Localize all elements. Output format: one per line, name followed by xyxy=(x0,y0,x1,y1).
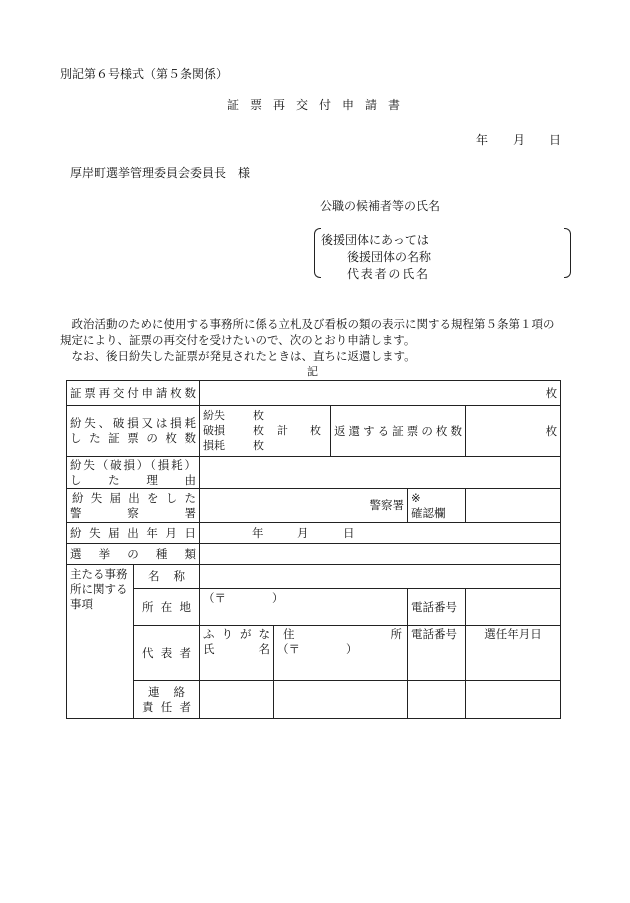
postal-code-mark: （〒 ） xyxy=(277,642,358,656)
lost-count-label-line1: 紛失、破損又は損耗 xyxy=(70,416,196,430)
date-year-label: 年 xyxy=(476,133,489,147)
representative-name-field[interactable] xyxy=(200,626,274,681)
table-row xyxy=(67,565,561,589)
office-name-label: 名称 xyxy=(134,565,200,589)
ki-heading: 記 xyxy=(307,365,318,378)
lost-report-date-label: 紛失届出年月日 xyxy=(67,523,200,544)
confirmation-label: 確認欄 xyxy=(411,505,446,520)
table-row xyxy=(67,589,561,626)
contact-appointment-field[interactable] xyxy=(466,681,561,719)
year-label: 年 xyxy=(252,525,264,540)
confirmation-field[interactable] xyxy=(466,489,561,523)
addressee: 厚岸町選挙管理委員会委員長 様 xyxy=(70,166,251,180)
table-row xyxy=(67,523,561,544)
representative-address-field[interactable] xyxy=(274,626,408,681)
reason-label-line2: した理由 xyxy=(70,472,196,487)
total-label: 計 xyxy=(277,424,288,437)
worn-label: 損耗 xyxy=(203,439,225,452)
lost-count-breakdown-field[interactable] xyxy=(200,406,331,457)
table-row xyxy=(67,489,561,523)
reissue-count-label: 証票再交付申請枚数 xyxy=(67,381,200,406)
reason-label xyxy=(67,457,200,489)
reissue-form-table xyxy=(66,380,561,719)
table-row xyxy=(67,626,561,681)
unit-label: 枚 xyxy=(253,409,264,422)
applicant-name-label: 公職の候補者等の氏名 xyxy=(320,199,441,213)
name-label-char1: 氏 xyxy=(203,642,215,656)
address-label: 所在地 xyxy=(134,589,200,626)
month-label: 月 xyxy=(297,525,309,540)
appointment-date-field[interactable] xyxy=(466,626,561,681)
application-statement xyxy=(60,316,580,364)
day-label: 日 xyxy=(343,525,355,540)
contact-phone-field[interactable] xyxy=(408,681,466,719)
name-label xyxy=(203,642,270,657)
name-label-char2: 名 xyxy=(258,642,270,656)
police-station-field[interactable] xyxy=(200,489,408,523)
election-type-field[interactable] xyxy=(200,544,561,565)
appointment-date-label: 選任年月日 xyxy=(484,627,542,641)
damaged-label: 破損 xyxy=(203,424,225,437)
bracket-left xyxy=(314,228,321,278)
address-label-char2: 所 xyxy=(390,627,402,641)
office-label-line3: 事項 xyxy=(70,597,93,611)
phone-label: 電話番号 xyxy=(411,627,457,641)
representative-phone-field[interactable] xyxy=(408,626,466,681)
contact-label-line1: 連絡 xyxy=(148,684,185,699)
lost-report-date-field[interactable] xyxy=(200,523,561,544)
lost-count-label-line2: した証票の枚数 xyxy=(70,431,196,445)
address-label-char1: 住 xyxy=(283,627,295,641)
reason-field[interactable] xyxy=(200,457,561,489)
phone-label: 電話番号 xyxy=(408,589,466,626)
document-title: 証票再交付申請書 xyxy=(227,98,412,112)
confirmation-label-cell xyxy=(408,489,466,523)
table-row xyxy=(67,457,561,489)
office-phone-field[interactable] xyxy=(466,589,561,626)
lost-label: 紛失 xyxy=(203,409,225,422)
police-report-label-line1: 紛失届出をした xyxy=(72,490,196,505)
office-matters-label xyxy=(67,565,134,719)
unit-label: 枚 xyxy=(310,424,321,437)
contact-label-line2: 責任者 xyxy=(142,699,191,714)
postal-code-mark: （〒 ） xyxy=(203,591,284,605)
police-station-suffix: 警察署 xyxy=(369,498,404,512)
police-report-label xyxy=(67,489,200,523)
support-group-note: 後援団体にあっては xyxy=(321,233,429,247)
reissue-count-field[interactable] xyxy=(200,381,561,406)
table-row xyxy=(67,681,561,719)
unit-label: 枚 xyxy=(253,424,264,437)
table-row xyxy=(67,406,561,457)
bracket-right xyxy=(564,228,571,278)
furigana-label: ふりがな xyxy=(203,627,270,641)
unit-label: 枚 xyxy=(545,423,558,438)
office-address-field[interactable] xyxy=(200,589,408,626)
police-report-label-line2: 警察署 xyxy=(70,505,196,520)
statement-line: 政治活動のために使用する事務所に係る立札及び看板の類の表示に関する規程第５条第１項の xyxy=(60,317,555,331)
return-count-field[interactable] xyxy=(466,406,561,457)
election-type-label: 選挙の種類 xyxy=(67,544,200,565)
date-day-label: 日 xyxy=(549,133,562,147)
date-month-label: 月 xyxy=(513,133,526,147)
office-name-field[interactable] xyxy=(200,565,561,589)
reason-label-line1: 紛失（破損）（損耗） xyxy=(70,457,196,472)
contact-address-field[interactable] xyxy=(274,681,408,719)
table-row xyxy=(67,544,561,565)
lost-count-label xyxy=(67,406,200,457)
kome-mark: ※ xyxy=(411,490,421,505)
statement-line: 規定により、証票の再交付を受けたいので、次のとおり申請します。 xyxy=(60,333,416,347)
table-row xyxy=(67,381,561,406)
unit-label: 枚 xyxy=(545,385,558,400)
contact-person-label xyxy=(134,681,200,719)
office-label-line1: 主たる事務 xyxy=(70,567,128,581)
support-group-name-label: 後援団体の名称 xyxy=(347,250,432,264)
unit-label: 枚 xyxy=(253,439,264,452)
representative-label: 代表者 xyxy=(134,626,200,681)
form-number: 別記第６号様式（第５条関係） xyxy=(60,67,229,81)
representative-name-label: 代表者の氏名 xyxy=(347,267,430,281)
office-label-line2: 所に関する xyxy=(70,582,128,596)
contact-name-field[interactable] xyxy=(200,681,274,719)
statement-line: なお、後日紛失した証票が発見されたときは、直ちに返還します。 xyxy=(60,349,416,363)
return-count-label: 返還する証票の枚数 xyxy=(331,406,466,457)
